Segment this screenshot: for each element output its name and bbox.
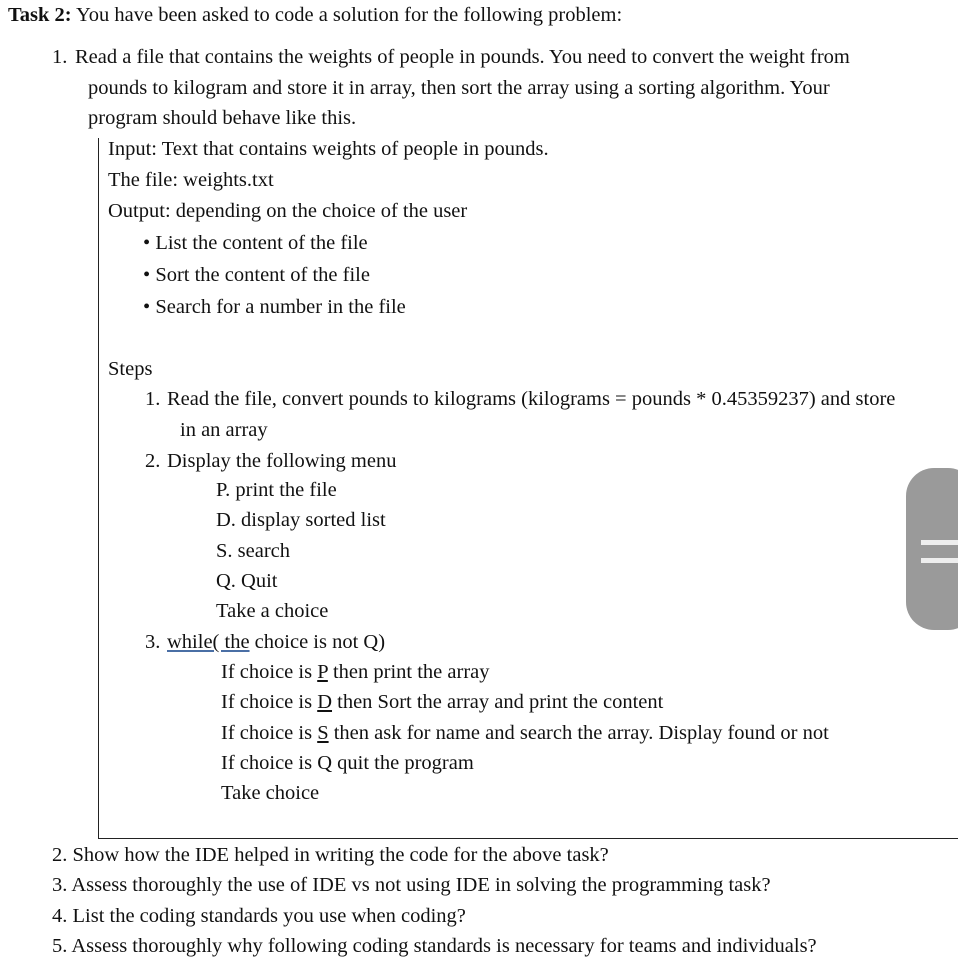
- condition-pre: If choice is: [221, 691, 318, 713]
- step3-rest: choice is not Q): [249, 631, 386, 653]
- condition-post: then ask for name and search the array. Display found or not: [328, 722, 829, 744]
- menu-item: D. display sorted list: [216, 509, 386, 531]
- condition-line: [221, 690, 663, 714]
- menu-item: S. search: [216, 540, 291, 562]
- q1-line: program should behave like this.: [88, 107, 357, 129]
- condition-pre: If choice is: [221, 661, 318, 683]
- bullet-text: List the content of the file: [155, 232, 368, 254]
- q1-line: pounds to kilogram and store it in array, then sort the array using a sorting algorithm. Your: [88, 77, 830, 99]
- step2-text: Display the following menu: [167, 450, 397, 472]
- menu-item: Take a choice: [216, 600, 329, 622]
- condition-key: Q: [317, 752, 333, 774]
- drag-handle[interactable]: [906, 468, 958, 630]
- bullet-text: Sort the content of the file: [155, 264, 370, 286]
- condition-post: then print the array: [327, 661, 490, 683]
- step3-underlined: while( the: [167, 631, 250, 653]
- step1-line1: Read the file, convert pounds to kilograms (kilograms = pounds * 0.45359237) and store: [167, 388, 896, 410]
- take-choice: Take choice: [221, 782, 320, 804]
- condition-key: S: [317, 722, 329, 744]
- grip-line-icon: [921, 540, 958, 545]
- condition-line: [221, 660, 490, 684]
- task-text: You have been asked to code a solution for the following problem:: [71, 4, 623, 26]
- step2-number: 2.: [145, 450, 161, 472]
- step3-text: [167, 630, 385, 654]
- bullet-icon: •: [143, 264, 151, 286]
- condition-key: P: [317, 661, 328, 683]
- step3-number: 3.: [145, 631, 161, 653]
- bullet-item: [143, 231, 368, 255]
- box-border-bottom: [98, 838, 958, 839]
- step1-number: 1.: [145, 388, 161, 410]
- step1-line2: in an array: [180, 419, 268, 441]
- q1-number: 1.: [52, 46, 68, 68]
- condition-pre: If choice is: [221, 722, 318, 744]
- menu-item: Q. Quit: [216, 570, 278, 592]
- file-text: The file: weights.txt: [108, 169, 274, 191]
- condition-line: [221, 751, 474, 775]
- condition-pre: If choice is: [221, 752, 318, 774]
- condition-line: [221, 721, 829, 745]
- grip-line-icon: [921, 558, 958, 563]
- task-label: Task 2:: [8, 4, 72, 26]
- output-text: Output: depending on the choice of the user: [108, 200, 468, 222]
- question: 4. List the coding standards you use when coding?: [52, 905, 466, 927]
- box-border-left: [98, 138, 99, 839]
- bullet-item: [143, 263, 370, 287]
- q1-line: Read a file that contains the weights of people in pounds. You need to convert the weight from: [75, 46, 850, 68]
- task-heading: [8, 3, 622, 27]
- question: 3. Assess thoroughly the use of IDE vs not using IDE in solving the programming task?: [52, 874, 771, 896]
- bullet-icon: •: [143, 232, 151, 254]
- condition-post: quit the program: [332, 752, 474, 774]
- steps-label: Steps: [108, 358, 153, 380]
- input-text: Input: Text that contains weights of people in pounds.: [108, 138, 549, 160]
- bullet-text: Search for a number in the file: [155, 296, 406, 318]
- bullet-item: [143, 295, 406, 319]
- bullet-icon: •: [143, 296, 151, 318]
- condition-key: D: [317, 691, 333, 713]
- menu-item: P. print the file: [216, 479, 337, 501]
- question: 2. Show how the IDE helped in writing the code for the above task?: [52, 844, 609, 866]
- condition-post: then Sort the array and print the content: [332, 691, 664, 713]
- question: 5. Assess thoroughly why following coding standards is necessary for teams and individuals?: [52, 935, 817, 957]
